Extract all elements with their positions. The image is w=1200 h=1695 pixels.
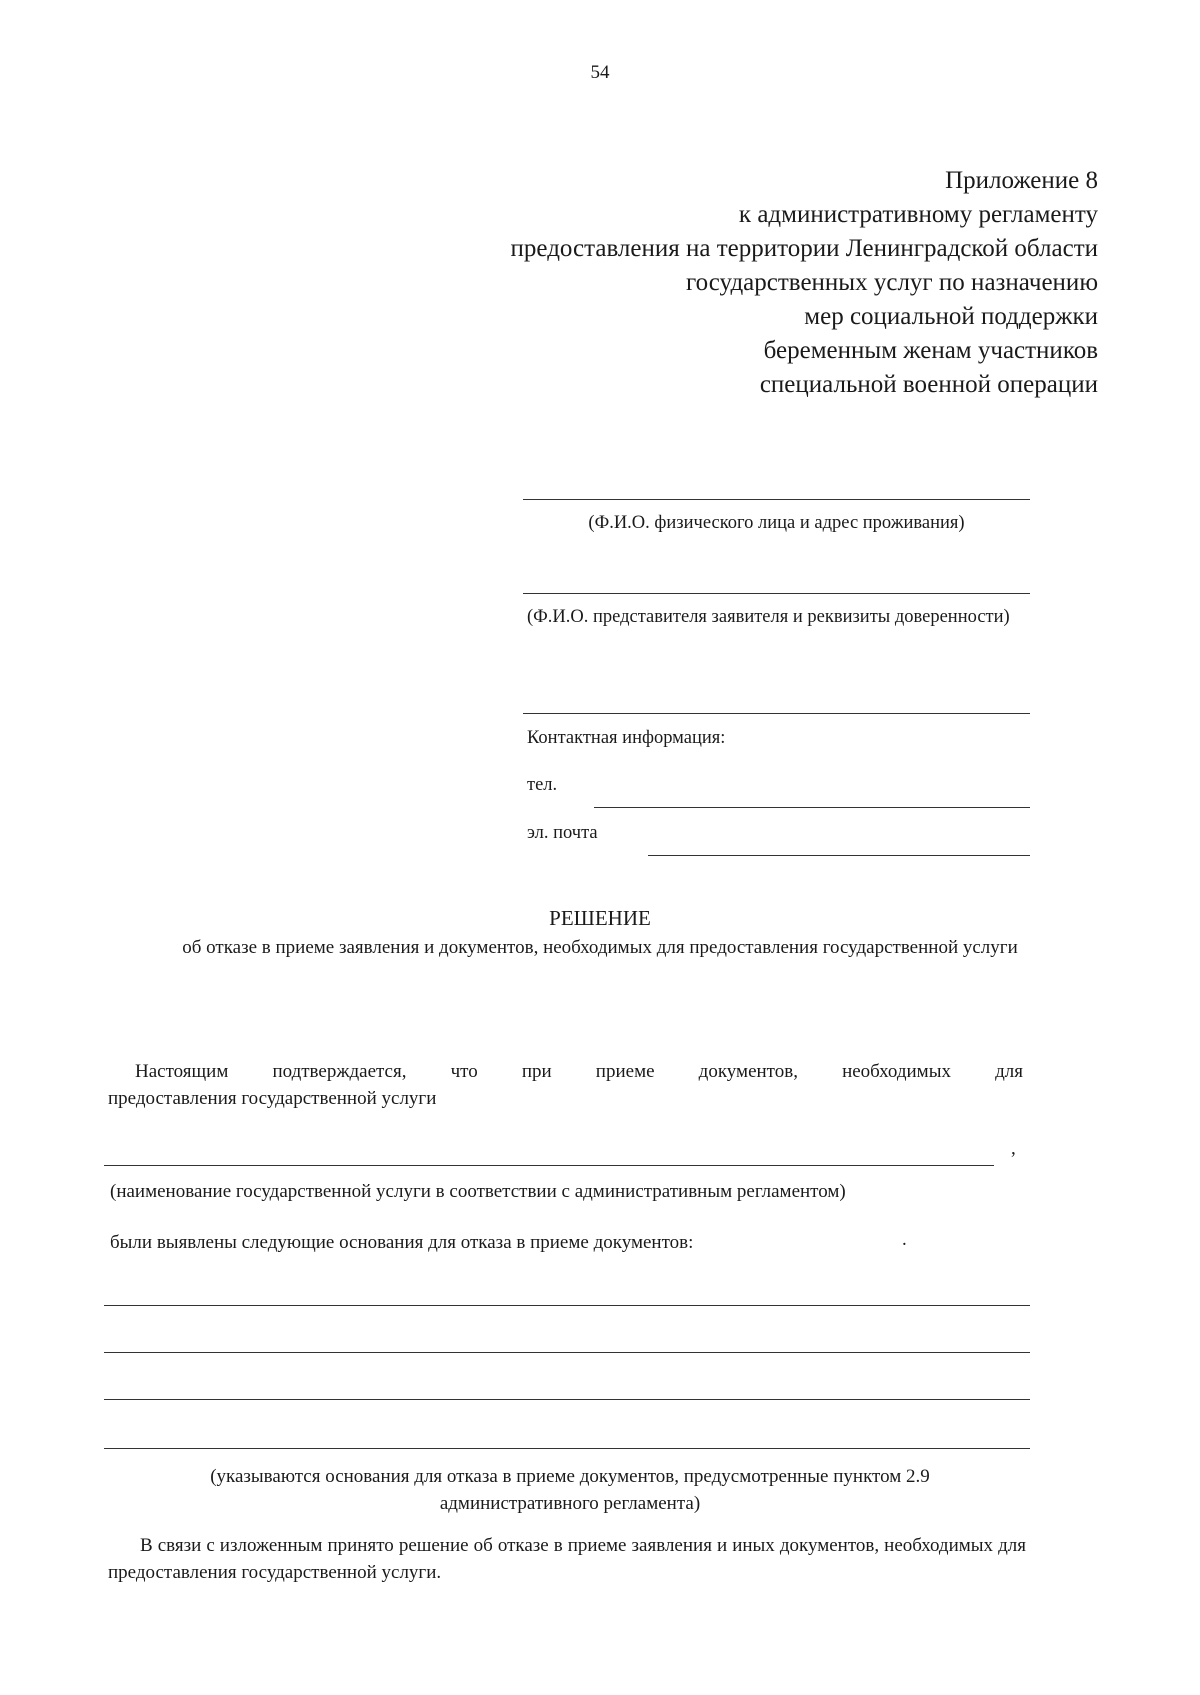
comma-mark: , — [1011, 1138, 1016, 1159]
appendix-line: к административному регламенту — [738, 201, 1098, 228]
grounds-caption: (указываются основания для отказа в приеме документов, предусмотренные пунктом 2.9 административного регламента) — [210, 1466, 930, 1514]
appendix-line: мер социальной поддержки — [804, 303, 1098, 330]
contact-heading: Контактная информация: — [527, 728, 726, 748]
decision-subtitle: об отказе в приеме заявления и документов, необходимых для предоставления государственной услуги — [182, 937, 1018, 958]
phone-blank-line — [594, 807, 1030, 808]
appendix-header — [511, 164, 1098, 402]
appendix-line: предоставления на территории Ленинградской области — [510, 235, 1098, 262]
grounds-blank-line — [104, 1448, 1030, 1449]
service-caption: (наименование государственной услуги в соответствии с административным регламентом) — [110, 1181, 846, 1202]
grounds-blank-line — [104, 1305, 1030, 1306]
grounds-blank-line — [104, 1399, 1030, 1400]
conclusion-text: В связи с изложенным принято решение об отказе в приеме заявления и иных документов, необходимых для предоставления государственной услуги. — [108, 1535, 1026, 1583]
intro-line-1: Настоящим подтверждается, что при приеме документов, необходимых для — [135, 1061, 1023, 1082]
service-name-blank-line — [104, 1165, 994, 1166]
dot-mark: . — [902, 1229, 907, 1250]
grounds-intro: были выявлены следующие основания для отказа в приеме документов: — [110, 1232, 694, 1253]
appendix-line: Приложение 8 — [945, 167, 1098, 194]
email-blank-line — [648, 855, 1030, 856]
decision-title: РЕШЕНИЕ — [549, 906, 651, 930]
grounds-blank-line — [104, 1352, 1030, 1353]
phone-label: тел. — [527, 775, 558, 795]
appendix-line: беременным женам участников — [763, 337, 1098, 364]
intro-line-2: предоставления государственной услуги — [108, 1088, 437, 1109]
representative-caption: (Ф.И.О. представителя заявителя и реквизиты доверенности) — [527, 607, 1010, 627]
appendix-line: специальной военной операции — [759, 371, 1098, 398]
contact-blank-line — [523, 713, 1030, 714]
appendix-line: государственных услуг по назначению — [686, 269, 1098, 296]
applicant-caption: (Ф.И.О. физического лица и адрес проживания) — [588, 513, 965, 533]
representative-blank-line — [523, 593, 1030, 594]
email-label: эл. почта — [527, 823, 598, 843]
applicant-blank-line — [523, 499, 1030, 500]
page-number: 54 — [590, 62, 610, 83]
